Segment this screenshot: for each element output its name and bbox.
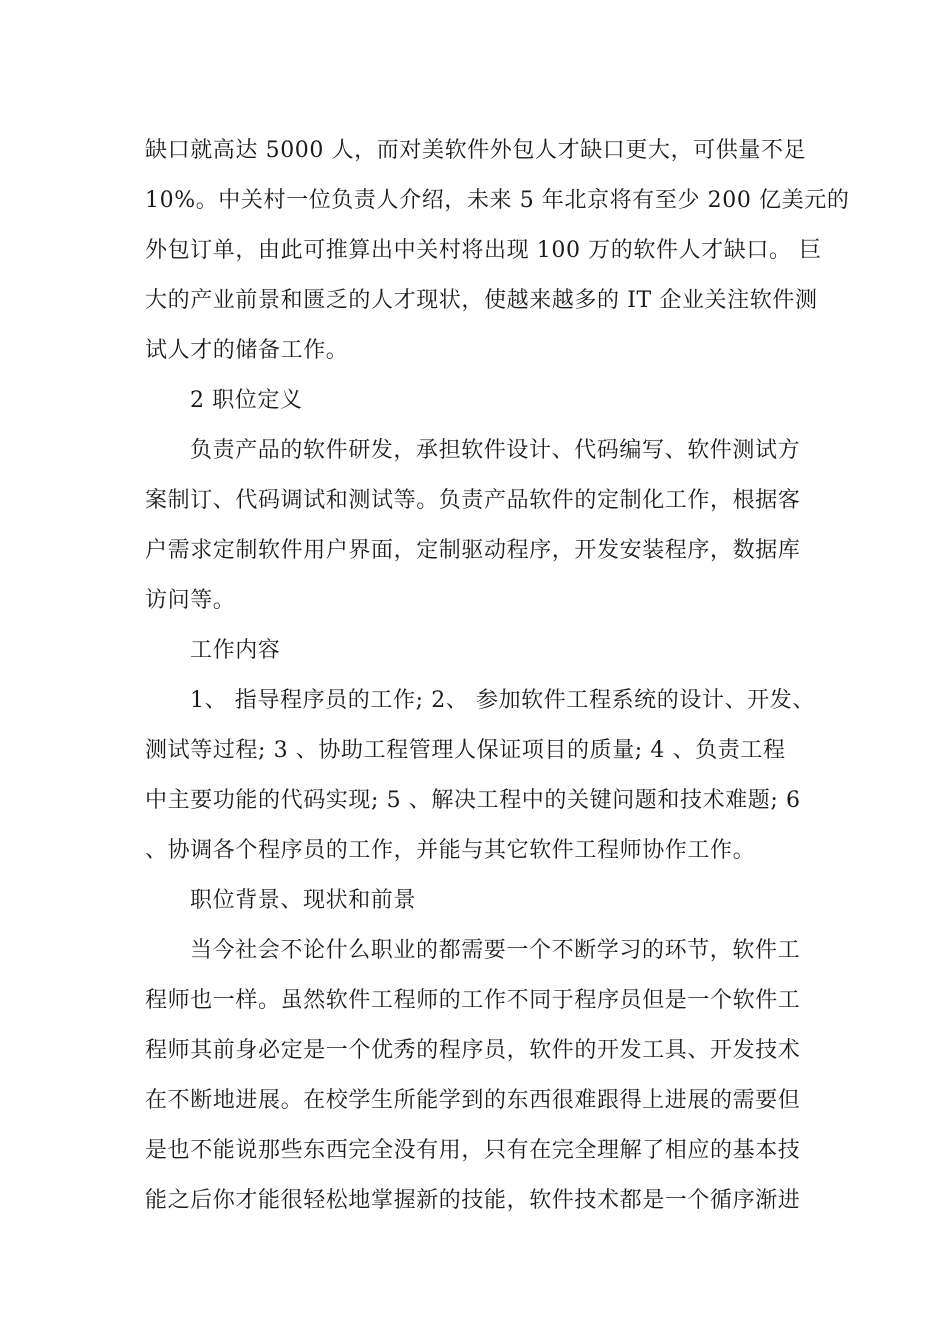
paragraph-line: 当今社会不论什么职业的都需要一个不断学习的环节，软件工 <box>190 938 801 963</box>
paragraph-line: 在不断地进展。在校学生所能学到的东西很难跟得上进展的需要但 <box>145 1088 801 1113</box>
paragraph-line: 是也不能说那些东西完全没有用，只有在完全理解了相应的基本技 <box>145 1138 801 1163</box>
paragraph-line: 10%。中关村一位负责人介绍，未来 5 年北京将有至少 200 亿美元的 <box>145 188 850 213</box>
paragraph-line: 1、 指导程序员的工作; 2、 参加软件工程系统的设计、开发、 <box>190 688 815 713</box>
section-heading: 2 职位定义 <box>190 388 303 413</box>
paragraph-line: 负责产品的软件研发，承担软件设计、代码编写、软件测试方 <box>190 438 801 463</box>
paragraph-line: 户需求定制软件用户界面，定制驱动程序，开发安装程序，数据库 <box>145 538 801 563</box>
paragraph-line: 程师其前身必定是一个优秀的程序员，软件的开发工具、开发技术 <box>145 1038 801 1063</box>
paragraph-line: 缺口就高达 5000 人，而对美软件外包人才缺口更大，可供量不足 <box>145 138 807 163</box>
section-heading: 工作内容 <box>190 638 281 663</box>
paragraph-line: 大的产业前景和匮乏的人才现状，使越来越多的 IT 企业关注软件测 <box>145 288 818 313</box>
paragraph-line: 、协调各个程序员的工作，并能与其它软件工程师协作工作。 <box>145 838 756 863</box>
paragraph-line: 访问等。 <box>145 588 236 613</box>
paragraph-line: 中主要功能的代码实现; 5 、解决工程中的关键问题和技术难题; 6 <box>145 788 801 813</box>
paragraph-line: 试人才的储备工作。 <box>145 338 349 363</box>
paragraph-line: 案制订、代码调试和测试等。负责产品软件的定制化工作，根据客 <box>145 488 801 513</box>
section-heading: 职位背景、现状和前景 <box>190 888 417 913</box>
paragraph-line: 能之后你才能很轻松地掌握新的技能，软件技术都是一个循序渐进 <box>145 1188 801 1213</box>
paragraph-line: 测试等过程; 3 、协助工程管理人保证项目的质量; 4 、负责工程 <box>145 738 786 763</box>
paragraph-line: 外包订单，由此可推算出中关村将出现 100 万的软件人才缺口。 巨 <box>145 238 822 263</box>
paragraph-line: 程师也一样。虽然软件工程师的工作不同于程序员但是一个软件工 <box>145 988 801 1013</box>
